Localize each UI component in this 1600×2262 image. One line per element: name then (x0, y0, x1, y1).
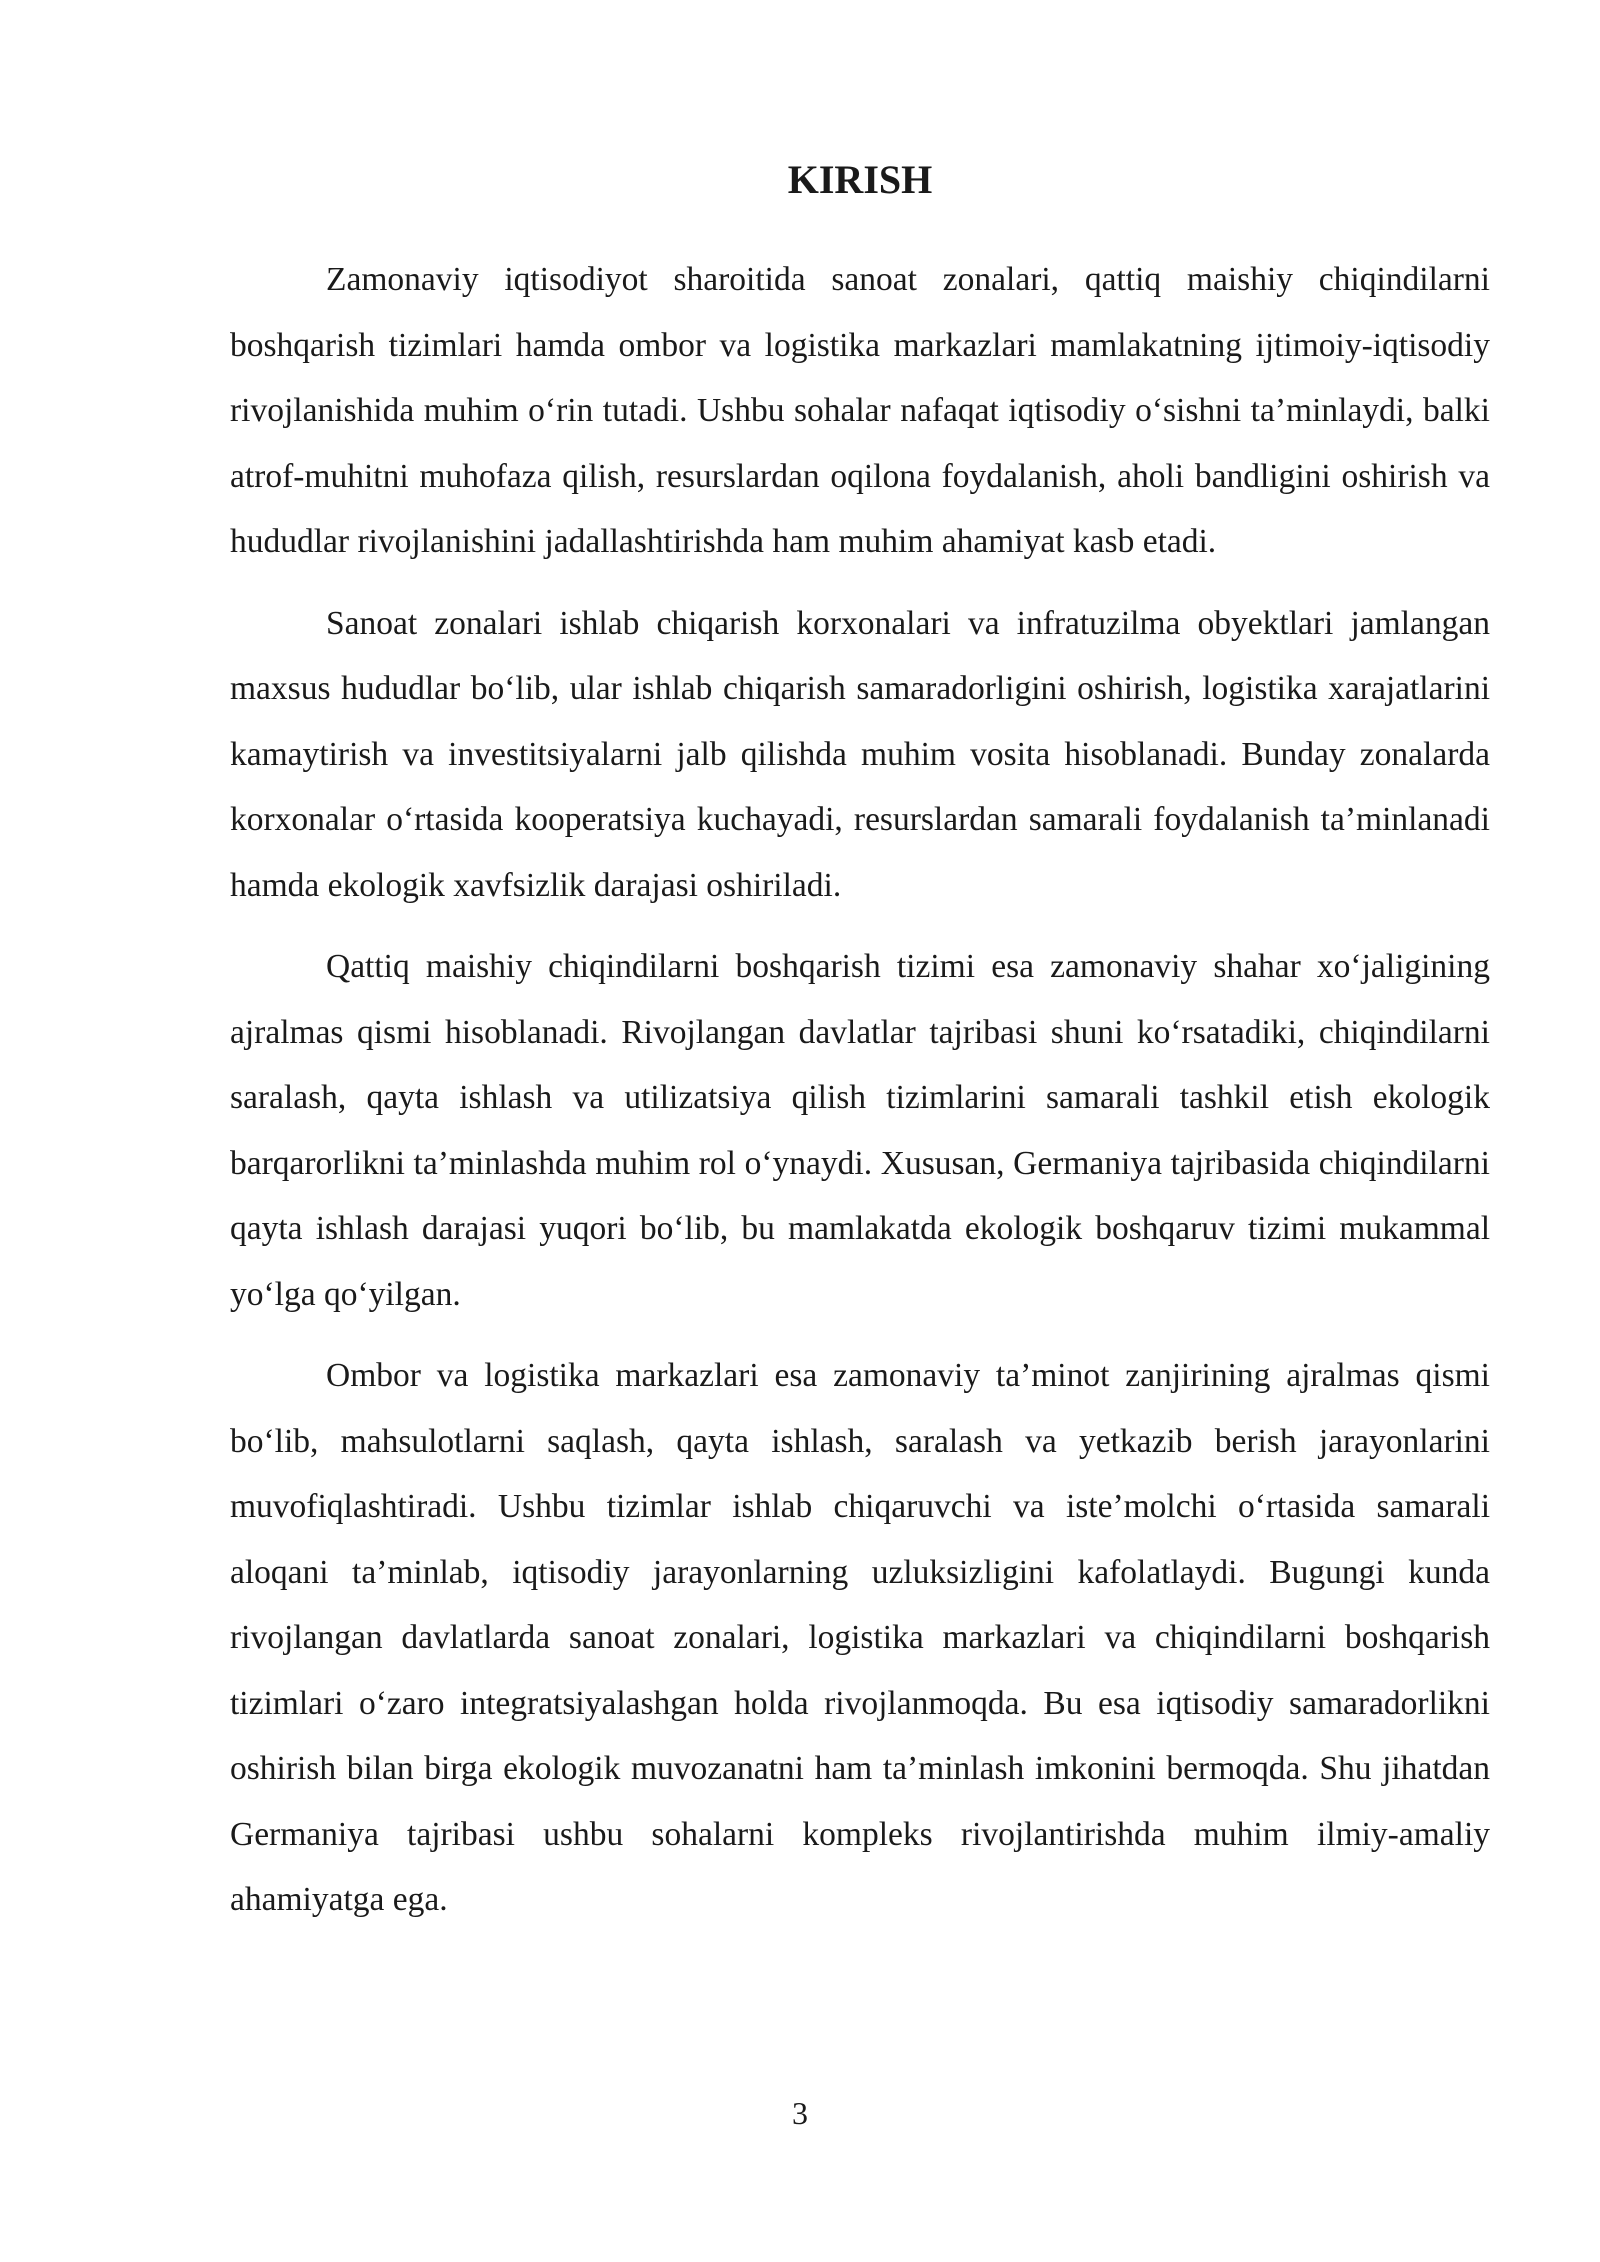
body-text (230, 247, 1490, 1949)
paragraph-3: Qattiq maishiy chiqindilarni boshqarish tizimi esa zamonaviy shahar xo‘jaligining ajralmas qismi hisoblanadi. Rivojlangan davlatlar tajribasi shuni ko‘rsatadiki, chiqindilarni saralash, qayta ishlash va utilizatsiya qilish tizimlarini samarali tashkil etish ekologik barqarorlikni ta’minlashda muhim rol o‘ynaydi. Xususan, Germaniya tajribasida chiqindilarni qayta ishlash darajasi yuqori bo‘lib, bu mamlakatda ekologik boshqaruv tizimi mukammal yo‘lga qo‘yilgan. (230, 948, 1490, 1313)
paragraph-1: Zamonaviy iqtisodiyot sharoitida sanoat zonalari, qattiq maishiy chiqindilarni boshqarish tizimlari hamda ombor va logistika markazlari mamlakatning ijtimoiy-iqtisodiy rivojlanishida muhim o‘rin tutadi. Ushbu sohalar nafaqat iqtisodiy o‘sishni ta’minlaydi, balki atrof-muhitni muhofaza qilish, resurslardan oqilona foydalanish, aholi bandligini oshirish va hududlar rivojlanishini jadallashtirishda ham muhim ahamiyat kasb etadi. (230, 261, 1490, 560)
page-title: KIRISH (787, 157, 933, 202)
page-number: 3 (792, 2095, 808, 2131)
paragraph-4: Ombor va logistika markazlari esa zamonaviy ta’minot zanjirining ajralmas qismi bo‘lib, mahsulotlarni saqlash, qayta ishlash, saralash va yetkazib berish jarayonlarini muvofiqlashtiradi. Ushbu tizimlar ishlab chiqaruvchi va iste’molchi o‘rtasida samarali aloqani ta’minlab, iqtisodiy jarayonlarning uzluksizligini kafolatlaydi. Bugungi kunda rivojlangan davlatlarda sanoat zonalari, logistika markazlari va chiqindilarni boshqarish tizimlari o‘zaro integratsiyalashgan holda rivojlanmoqda. Bu esa iqtisodiy samaradorlikni oshirish bilan birga ekologik muvozanatni ham ta’minlash imkonini bermoqda. Shu jihatdan Germaniya tajribasi ushbu sohalarni kompleks rivojlantirishda muhim ilmiy-amaliy ahamiyatga ega. (230, 1357, 1490, 1918)
paragraph-2: Sanoat zonalari ishlab chiqarish korxonalari va infratuzilma obyektlari jamlangan maxsus hududlar bo‘lib, ular ishlab chiqarish samaradorligini oshirish, logistika xarajatlarini kamaytirish va investitsiyalarni jalb qilishda muhim vosita hisoblanadi. Bunday zonalarda korxonalar o‘rtasida kooperatsiya kuchayadi, resurslardan samarali foydalanish ta’minlanadi hamda ekologik xavfsizlik darajasi oshiriladi. (230, 604, 1490, 904)
